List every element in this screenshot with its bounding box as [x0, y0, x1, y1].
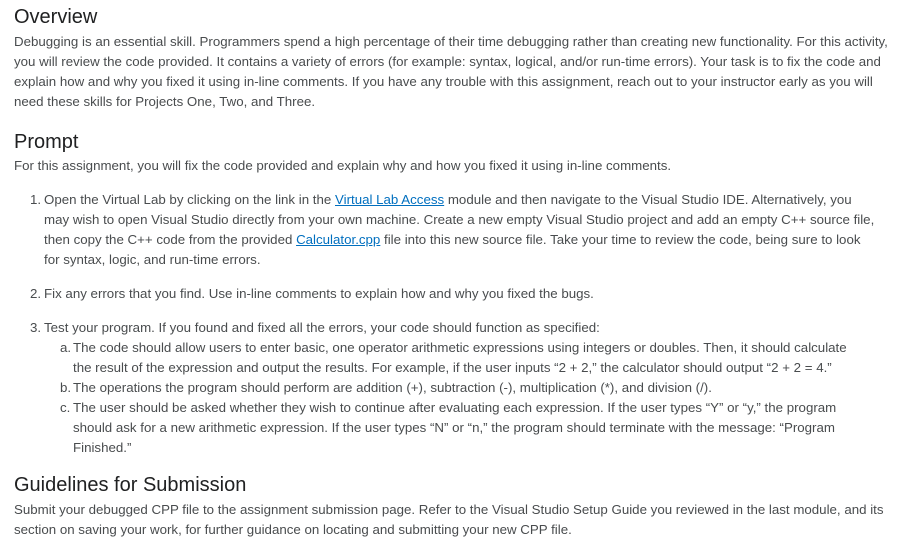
sub-step-letter: a. [60, 340, 72, 355]
step-text: Fix any errors that you find. Use in-line comments to explain how and why you fixed the bugs. [44, 286, 594, 301]
sub-step-item-c [60, 398, 876, 458]
sub-step-text: The operations the program should perform are addition (+), subtraction (-), multiplication (*), and division (/). [73, 380, 712, 395]
step-item-3 [30, 318, 898, 458]
step-text-part: file into this new source file. Take your time to review the code, being sure to look for syntax, logic, and run-time errors. [44, 232, 861, 267]
guidelines-heading: Guidelines for Submission [14, 474, 247, 496]
step-number: 1. [30, 192, 42, 207]
overview-section [14, 4, 898, 112]
sub-step-text: The code should allow users to enter basic, one operator arithmetic expressions using integers or doubles. Then, it should calculate the result of the expression and output the results. For example, if the user inputs “2 + 2,” the calculator should output “2 + 2 = 4.” [73, 340, 847, 375]
step-number: 2. [30, 286, 42, 301]
sub-step-item-b [60, 378, 876, 398]
sub-step-letter: c. [60, 400, 71, 415]
sub-step-letter: b. [60, 380, 72, 395]
step-text [44, 190, 898, 270]
sub-step-item-a [60, 338, 876, 378]
step-text: Test your program. If you found and fixed all the errors, your code should function as specified: [44, 320, 600, 335]
virtual-lab-access-link[interactable]: Virtual Lab Access [335, 192, 445, 207]
step-item-2 [30, 284, 898, 304]
prompt-intro: For this assignment, you will fix the code provided and explain why and how you fixed it using in-line comments. [14, 158, 672, 173]
step-item-1 [30, 190, 898, 270]
overview-text: Debugging is an essential skill. Programmers spend a high percentage of their time debugging rather than creating new functionality. For this activity, you will review the code provided. It contains a variety of errors (for example: syntax, logical, and/or run-time errors). Your task is to fix the code and explain how and why you fixed it using in-line comments. If you have any trouble with this assignment, reach out to your instructor early as you will need these skills for Projects One, Two, and Three. [14, 34, 888, 109]
prompt-heading: Prompt [14, 131, 79, 153]
calculator-cpp-link[interactable]: Calculator.cpp [296, 232, 381, 247]
step-text-part: Open the Virtual Lab by clicking on the link in the [44, 192, 335, 207]
sub-steps-list [44, 338, 876, 458]
step-text-part: module and then navigate to the Visual Studio IDE. Alternatively, you may wish to open Visual Studio directly from your own machine. Create a new empty Visual Studio project and add an empty C++ source file, then copy the C++ code from the provided [44, 192, 875, 247]
overview-heading: Overview [14, 6, 98, 28]
sub-step-text: The user should be asked whether they wish to continue after evaluating each expression. If the user types “Y” or “y,” the program should ask for a new arithmetic expression. If the user types “N” or “n,” the program should terminate with the message: “Program Finished.” [73, 400, 837, 455]
guidelines-section [14, 472, 898, 540]
step-number: 3. [30, 320, 42, 335]
step-body [44, 318, 898, 458]
prompt-section [14, 129, 898, 458]
prompt-steps-list [14, 190, 898, 458]
guidelines-text: Submit your debugged CPP file to the assignment submission page. Refer to the Visual Studio Setup Guide you reviewed in the last module, and its section on saving your work, for further guidance on locating and submitting your new CPP file. [14, 502, 884, 537]
